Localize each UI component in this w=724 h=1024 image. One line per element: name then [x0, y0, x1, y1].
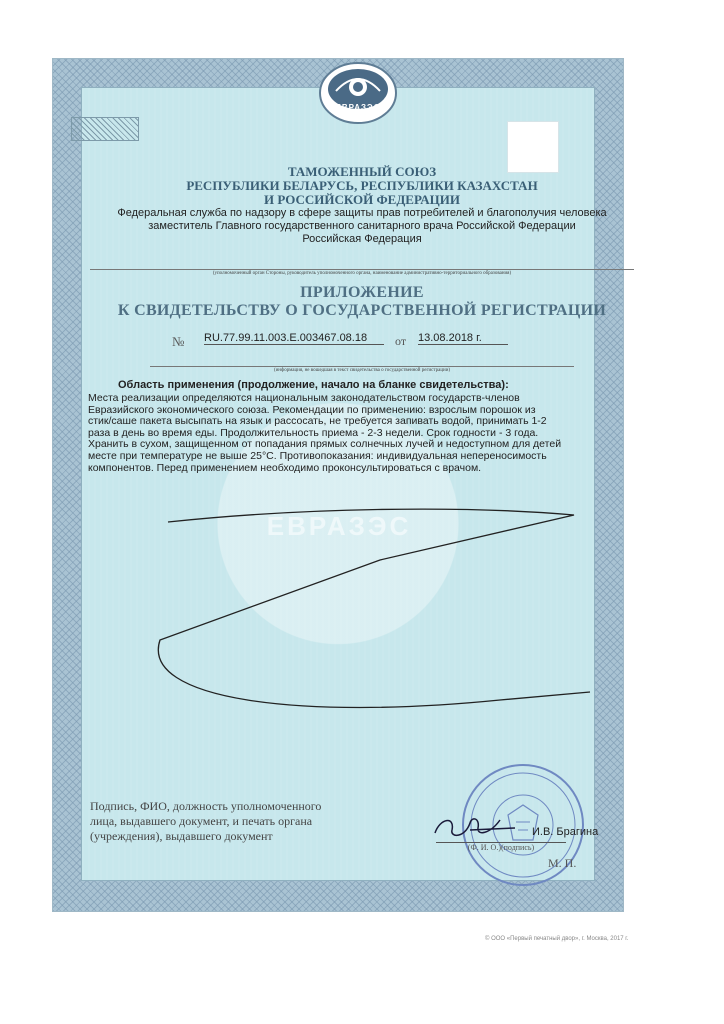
paragraph-line-3: стик/саше пакета высыпать на язык и рассосать, не требуется запивать водой, принимать 1-2 — [88, 415, 547, 428]
paragraph-line-5: Хранить в сухом, защищенном от попадания прямых солнечных лучей и недоступном для детей — [88, 438, 562, 451]
union-title-line-3: И РОССИЙСКОЙ ФЕДЕРАЦИИ — [264, 192, 460, 207]
union-title-line-2: РЕСПУБЛИКИ БЕЛАРУСЬ, РЕСПУБЛИКИ КАЗАХСТАН — [186, 178, 538, 193]
registration-number: RU.77.99.11.003.E.003467.08.18 — [204, 332, 384, 345]
paragraph-line-4: раза в день во время еды. Продолжительность приема - 2-3 недели. Срок годности - 3 года. — [88, 426, 539, 439]
appendix-subtitle: К СВИДЕТЕЛЬСТВУ О ГОСУДАРСТВЕННОЙ РЕГИСТРАЦИИ — [117, 302, 607, 319]
authority-line-3: Российская Федерация — [302, 233, 422, 245]
appendix-caption: (информация, не вошедшая в текст свидетельства о государственной регистрации) — [150, 366, 574, 373]
authority-line-1: Федеральная служба по надзору в сфере защиты прав потребителей и благополучия человека — [117, 207, 607, 219]
registration-date: 13.08.2018 г. — [418, 332, 508, 345]
paragraph-line-2: Евразийского экономического союза. Рекомендации по применению: взрослым порошок из — [88, 403, 536, 416]
appendix-title: ПРИЛОЖЕНИЕ — [300, 284, 424, 301]
signature-label-line-3: (учреждения), выдавшего документ — [90, 829, 273, 843]
signer-name: И.В. Брагина — [532, 826, 599, 838]
paragraph-line-6: месте при температуре не выше 25°C. Противопоказания: индивидуальная непереносимость — [88, 449, 547, 462]
evrazes-watermark: ЕВРАЗЭС — [266, 511, 412, 541]
date-label: от — [395, 334, 407, 348]
stamp-place-label: М. П. — [548, 856, 577, 870]
section-title: Область применения (продолжение, начало на бланке свидетельства): — [118, 379, 509, 391]
signature-label-line-2: лица, выдавшего документ, и печать органа — [90, 814, 313, 828]
union-title-line-1: ТАМОЖЕННЫЙ СОЮЗ — [287, 164, 437, 179]
signer-caption: (Ф. И. О.)(подпись) — [436, 842, 566, 852]
authority-caption: (уполномоченный орган Стороны, руководитель уполномоченного органа, наименование административно-территориального образования) — [90, 269, 634, 276]
printer-footer: © ООО «Первый печатный двор», г. Москва, 2017 г. — [485, 936, 629, 942]
authority-line-2: заместитель Главного государственного санитарного врача Российской Федерации — [148, 220, 576, 232]
paragraph-line-1: Места реализации определяются национальным законодательством государств-членов — [88, 392, 520, 404]
signature-label — [90, 799, 390, 844]
emblem-label: ЕВРАЗЭС — [335, 103, 381, 112]
signature-label-line-1: Подпись, ФИО, должность уполномоченного — [90, 799, 322, 813]
paragraph-line-7: компонентов. Перед применением необходимо проконсультироваться с врачом. — [88, 461, 482, 474]
number-label: № — [172, 334, 185, 349]
